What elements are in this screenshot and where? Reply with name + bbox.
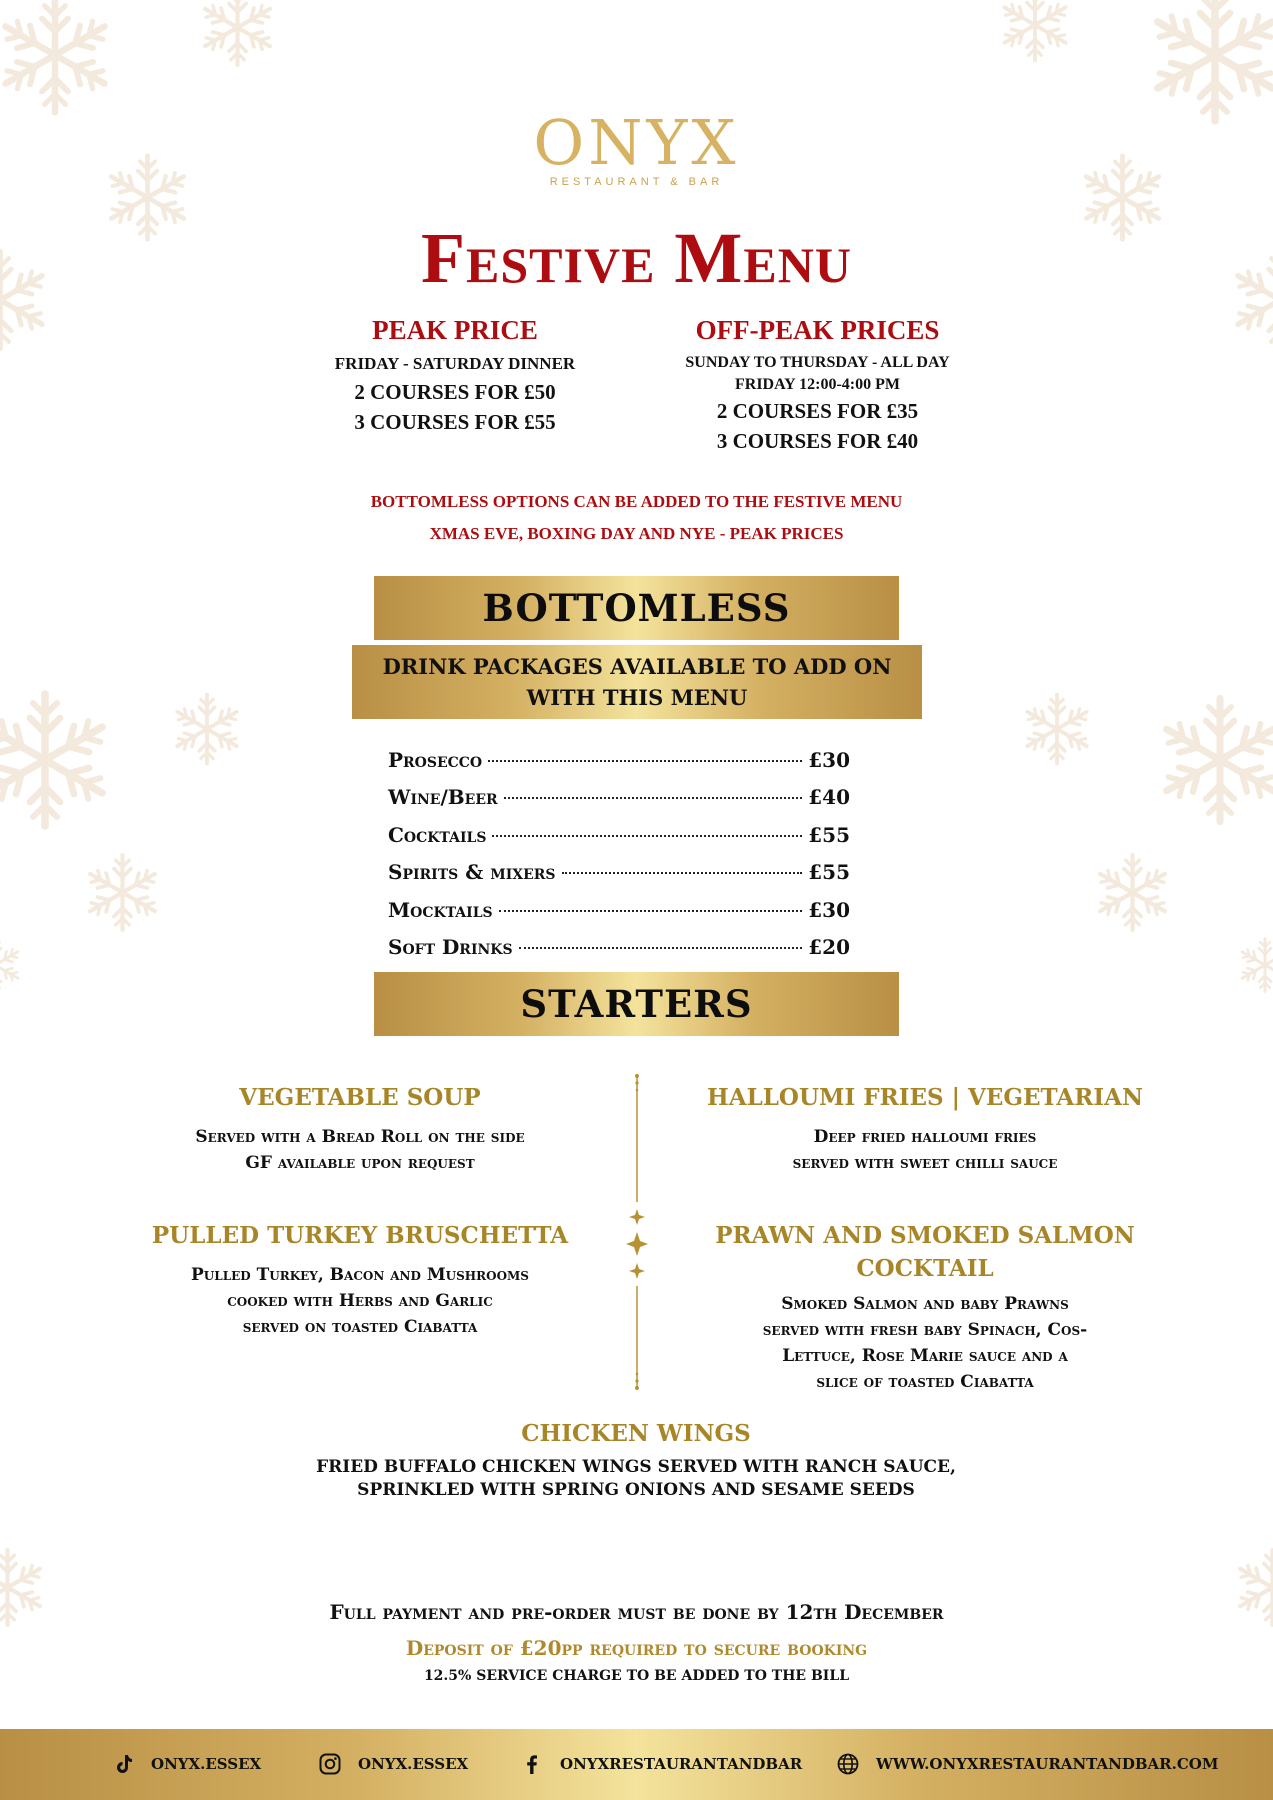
dish-name: VEGETABLE SOUP [239, 1084, 481, 1111]
leader-dots [488, 760, 802, 762]
deposit-note: Deposit of £20pp required to secure booking [405, 1636, 868, 1660]
note-peak-days: XMAS EVE, BOXING DAY AND NYE - PEAK PRICES [429, 524, 844, 543]
peak-heading: PEAK PRICE [372, 315, 538, 345]
desc-line: slice of toasted Ciabatta [816, 1372, 1034, 1392]
dish-name: CHICKEN WINGS [521, 1420, 751, 1447]
snowflake-icon [1235, 935, 1273, 995]
desc-line: GF available upon request [245, 1153, 475, 1173]
dish-name: PULLED TURKEY BRUSCHETTA [151, 1222, 569, 1249]
social-footer-bar [0, 1729, 1273, 1800]
social-instagram[interactable] [318, 1752, 468, 1776]
service-charge-note: 12.5% SERVICE CHARGE TO BE ADDED TO THE BILL [423, 1668, 850, 1684]
drink-price: £55 [808, 860, 850, 885]
desc-line: cooked with Herbs and Garlic [227, 1291, 493, 1311]
snowflake-icon [80, 850, 165, 935]
drink-name: Wine/Beer [388, 785, 498, 810]
drink-row [388, 898, 850, 935]
instagram-icon [318, 1752, 342, 1776]
drink-price: £30 [808, 748, 850, 772]
drink-name: Mocktails [388, 897, 493, 922]
dish-pulled-turkey-bruschetta [140, 1219, 580, 1340]
desc-line: Pulled Turkey, Bacon and Mushrooms [191, 1265, 529, 1285]
leader-dots [492, 835, 802, 837]
snowflake-icon [1150, 690, 1273, 830]
offpeak-price-block [645, 312, 990, 456]
peak-line: 2 COURSES FOR £50 [354, 380, 556, 404]
snowflake-icon [0, 935, 25, 995]
snowflake-icon [1018, 690, 1096, 768]
onyx-logo [0, 106, 1273, 188]
leader-dots [519, 947, 803, 949]
dish-description [140, 1124, 580, 1176]
dish-vegetable-soup [140, 1081, 580, 1176]
drink-row [388, 823, 850, 860]
snowflake-icon [168, 690, 246, 768]
dish-prawn-salmon-cocktail [690, 1219, 1160, 1395]
tiktok-icon [111, 1752, 135, 1776]
leader-dots [504, 797, 803, 799]
drink-price: £40 [808, 785, 850, 810]
bottomless-banner: BOTTOMLESS [374, 576, 899, 640]
drink-packages-line: WITH THIS MENU [526, 685, 748, 710]
snowflake-icon [1090, 850, 1175, 935]
desc-line: served with fresh baby Spinach, Cos- [762, 1320, 1088, 1340]
desc-line: Lettuce, Rose Marie sauce and a [782, 1346, 1068, 1366]
social-tiktok[interactable] [111, 1752, 261, 1776]
drink-package-list [388, 748, 850, 972]
starters-banner: STARTERS [374, 972, 899, 1036]
logo-subtitle: RESTAURANT & BAR [549, 176, 724, 188]
drink-row [388, 860, 850, 897]
dish-description [690, 1291, 1160, 1395]
snowflake-icon [0, 0, 120, 120]
desc-line: Smoked Salmon and baby Prawns [781, 1294, 1069, 1314]
payment-note: Full payment and pre-order must be done by 12th December [329, 1600, 944, 1624]
snowflake-icon [195, 0, 280, 70]
dish-name [690, 1219, 1160, 1285]
desc-line: Deep fried halloumi fries [813, 1127, 1037, 1147]
dish-chicken-wings [236, 1417, 1036, 1502]
social-label: ONYX.ESSEX [358, 1755, 469, 1773]
drink-name: Soft Drinks [388, 934, 513, 959]
offpeak-heading: OFF-PEAK PRICES [695, 315, 940, 345]
dish-halloumi-fries [690, 1081, 1160, 1176]
globe-icon [836, 1752, 860, 1776]
leader-dots [562, 872, 803, 874]
peak-price-block [300, 312, 610, 437]
drink-price: £30 [808, 897, 850, 922]
drink-price: £55 [808, 822, 850, 847]
social-label: WWW.ONYXRESTAURANTANDBAR.COM [876, 1755, 1219, 1773]
dish-name: HALLOUMI FRIES | VEGETARIAN [707, 1084, 1143, 1111]
menu-notes [0, 486, 1273, 550]
page-title: Festive Menu [421, 218, 852, 298]
social-facebook[interactable] [520, 1752, 802, 1776]
snowflake-icon [0, 685, 120, 835]
drink-row [388, 785, 850, 822]
center-divider [626, 1072, 648, 1392]
desc-line: SPRINKLED WITH SPRING ONIONS AND SESAME SEEDS [357, 1480, 915, 1500]
dish-description [690, 1124, 1160, 1176]
leader-dots [499, 910, 803, 912]
social-website[interactable] [836, 1752, 1218, 1776]
snowflake-icon [995, 0, 1075, 65]
desc-line: FRIED BUFFALO CHICKEN WINGS SERVED WITH RANCH SAUCE, [316, 1457, 956, 1477]
drink-row [388, 935, 850, 972]
drink-row [388, 748, 850, 785]
snowflake-icon [1140, 0, 1273, 130]
dish-name-line: PRAWN AND SMOKED SALMON [715, 1222, 1135, 1249]
offpeak-line: 3 COURSES FOR £40 [716, 429, 919, 453]
drink-packages-banner [351, 644, 923, 720]
note-bottomless: BOTTOMLESS OPTIONS CAN BE ADDED TO THE FESTIVE MENU [370, 492, 903, 511]
peak-when: FRIDAY - SATURDAY DINNER [334, 354, 576, 373]
drink-name: Spirits & mixers [388, 860, 556, 885]
social-label: ONYXRESTAURANTANDBAR [560, 1755, 803, 1773]
drink-name: Cocktails [388, 822, 487, 847]
offpeak-when: FRIDAY 12:00-4:00 PM [734, 376, 900, 393]
desc-line: Served with a Bread Roll on the side [195, 1127, 525, 1147]
desc-line: served with sweet chilli sauce [792, 1153, 1058, 1173]
offpeak-line: 2 COURSES FOR £35 [716, 399, 919, 423]
peak-line: 3 COURSES FOR £55 [354, 410, 556, 434]
drink-price: £20 [808, 934, 850, 959]
dish-description [236, 1456, 1036, 1502]
offpeak-when: SUNDAY TO THURSDAY - ALL DAY [685, 354, 950, 371]
social-label: ONYX.ESSEX [151, 1755, 262, 1773]
dish-description [140, 1262, 580, 1340]
drink-packages-line: DRINK PACKAGES AVAILABLE TO ADD ON [382, 654, 892, 679]
facebook-icon [520, 1752, 544, 1776]
desc-line: served on toasted Ciabatta [242, 1317, 478, 1337]
logo-wordmark: ONYX [533, 106, 740, 179]
drink-name: Prosecco [388, 748, 483, 772]
dish-name-line: COCKTAIL [856, 1255, 994, 1282]
